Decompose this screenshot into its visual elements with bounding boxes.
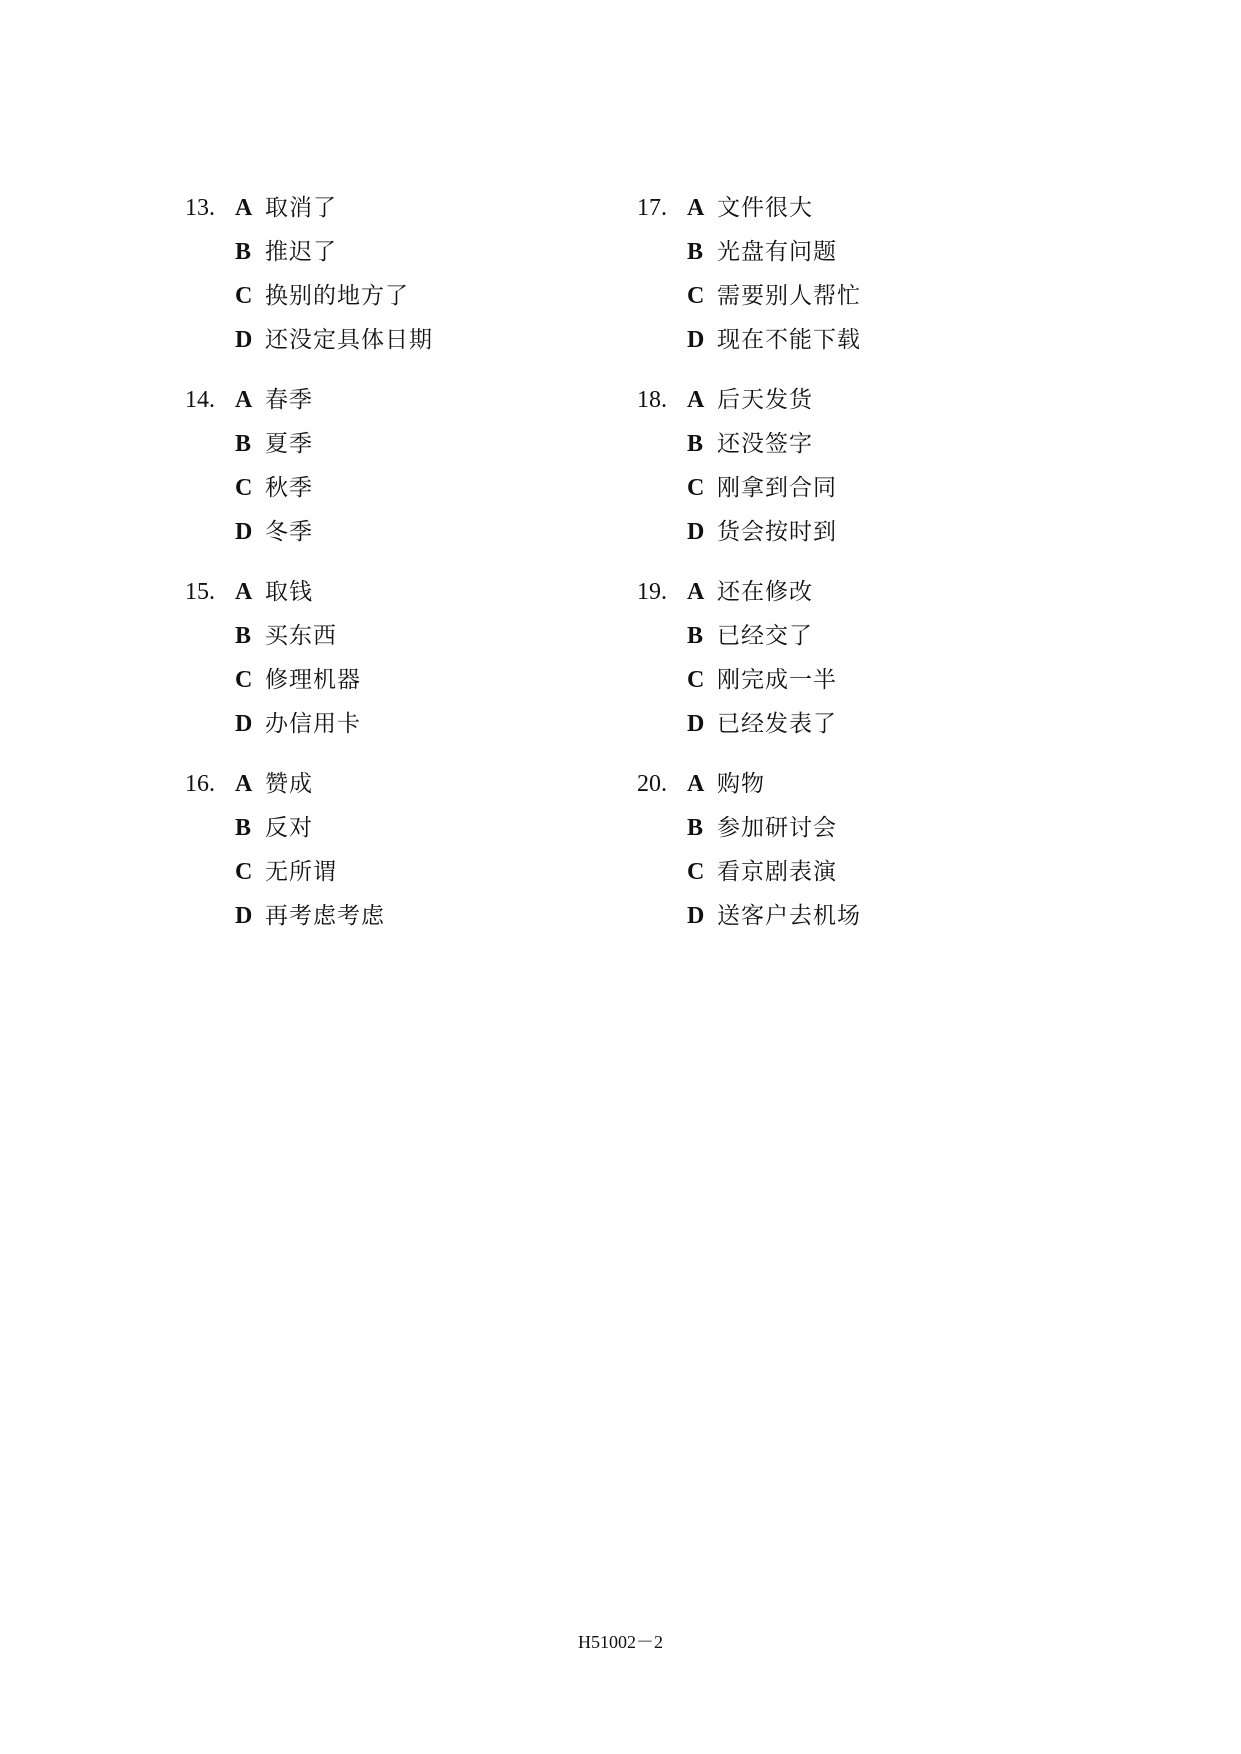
question-number: 14. <box>185 387 215 413</box>
option-letter: A <box>235 195 253 221</box>
option-text: 取钱 <box>265 579 313 605</box>
option-letter: B <box>687 815 704 841</box>
option-row-a <box>185 186 605 230</box>
option-row-b <box>185 806 605 850</box>
option-letter: A <box>687 771 705 797</box>
question-number: 15. <box>185 579 215 605</box>
question-17 <box>637 186 1057 362</box>
option-text: 现在不能下载 <box>717 327 861 353</box>
option-letter: A <box>687 387 705 413</box>
option-text: 已经发表了 <box>717 711 837 737</box>
option-row-d <box>637 702 1057 746</box>
option-letter: D <box>687 519 705 545</box>
option-letter: C <box>235 475 253 501</box>
option-row-b <box>185 422 605 466</box>
option-text: 参加研讨会 <box>717 815 837 841</box>
option-text: 换别的地方了 <box>265 283 409 309</box>
option-text: 春季 <box>265 387 313 413</box>
option-row-a <box>637 186 1057 230</box>
option-row-b <box>637 422 1057 466</box>
question-19 <box>637 570 1057 746</box>
option-letter: B <box>235 431 252 457</box>
option-text: 已经交了 <box>717 623 813 649</box>
question-number: 20. <box>637 771 667 797</box>
question-number: 17. <box>637 195 667 221</box>
option-row-c <box>185 658 605 702</box>
option-text: 推迟了 <box>265 239 337 265</box>
option-row-d <box>185 318 605 362</box>
option-row-a <box>185 570 605 614</box>
option-text: 后天发货 <box>717 387 813 413</box>
option-row-a <box>185 378 605 422</box>
option-letter: C <box>687 475 705 501</box>
option-letter: D <box>235 903 253 929</box>
option-letter: D <box>687 903 705 929</box>
option-text: 光盘有问题 <box>717 239 837 265</box>
option-letter: D <box>687 711 705 737</box>
option-row-c <box>637 274 1057 318</box>
option-text: 送客户去机场 <box>717 903 861 929</box>
option-text: 赞成 <box>265 771 313 797</box>
option-row-b <box>637 806 1057 850</box>
option-text: 冬季 <box>265 519 313 545</box>
question-number: 16. <box>185 771 215 797</box>
option-text: 再考虑考虑 <box>265 903 385 929</box>
option-row-c <box>637 658 1057 702</box>
option-text: 看京剧表演 <box>717 859 837 885</box>
page-footer <box>0 1628 1241 1654</box>
option-letter: D <box>687 327 705 353</box>
question-14 <box>185 378 605 554</box>
question-number: 19. <box>637 579 667 605</box>
option-letter: B <box>235 623 252 649</box>
option-text: 文件很大 <box>717 195 813 221</box>
option-text: 修理机器 <box>265 667 361 693</box>
option-row-d <box>185 894 605 938</box>
option-letter: C <box>687 667 705 693</box>
question-18 <box>637 378 1057 554</box>
option-letter: D <box>235 327 253 353</box>
option-letter: A <box>235 387 253 413</box>
option-letter: C <box>687 859 705 885</box>
option-letter: C <box>235 859 253 885</box>
option-text: 购物 <box>717 771 765 797</box>
option-letter: A <box>235 579 253 605</box>
option-row-a <box>637 762 1057 806</box>
option-row-c <box>185 850 605 894</box>
option-row-c <box>637 466 1057 510</box>
option-letter: B <box>235 239 252 265</box>
option-text: 秋季 <box>265 475 313 501</box>
option-text: 取消了 <box>265 195 337 221</box>
question-15 <box>185 570 605 746</box>
option-text: 无所谓 <box>265 859 337 885</box>
option-row-a <box>185 762 605 806</box>
option-text: 刚拿到合同 <box>717 475 837 501</box>
option-text: 刚完成一半 <box>717 667 837 693</box>
option-letter: D <box>235 519 253 545</box>
question-13 <box>185 186 605 362</box>
option-letter: A <box>687 195 705 221</box>
option-row-b <box>185 230 605 274</box>
option-text: 还没定具体日期 <box>265 327 433 353</box>
option-letter: C <box>687 283 705 309</box>
option-letter: A <box>687 579 705 605</box>
option-row-c <box>185 466 605 510</box>
option-letter: B <box>687 431 704 457</box>
option-letter: D <box>235 711 253 737</box>
page-label: H51002－2 <box>578 1632 663 1652</box>
option-letter: B <box>687 623 704 649</box>
option-row-a <box>637 570 1057 614</box>
option-row-d <box>637 318 1057 362</box>
option-text: 还在修改 <box>717 579 813 605</box>
option-text: 还没签字 <box>717 431 813 457</box>
option-letter: C <box>235 667 253 693</box>
option-row-c <box>185 274 605 318</box>
question-number: 13. <box>185 195 215 221</box>
option-row-b <box>637 230 1057 274</box>
option-text: 夏季 <box>265 431 313 457</box>
option-row-d <box>637 510 1057 554</box>
option-row-d <box>185 702 605 746</box>
option-row-d <box>637 894 1057 938</box>
option-row-b <box>185 614 605 658</box>
option-text: 货会按时到 <box>717 519 837 545</box>
option-text: 需要别人帮忙 <box>717 283 861 309</box>
option-row-d <box>185 510 605 554</box>
option-letter: B <box>687 239 704 265</box>
option-row-c <box>637 850 1057 894</box>
option-text: 反对 <box>265 815 313 841</box>
option-row-a <box>637 378 1057 422</box>
option-letter: C <box>235 283 253 309</box>
option-letter: A <box>235 771 253 797</box>
question-20 <box>637 762 1057 938</box>
question-16 <box>185 762 605 938</box>
option-text: 办信用卡 <box>265 711 361 737</box>
question-number: 18. <box>637 387 667 413</box>
option-row-b <box>637 614 1057 658</box>
option-letter: B <box>235 815 252 841</box>
option-text: 买东西 <box>265 623 337 649</box>
